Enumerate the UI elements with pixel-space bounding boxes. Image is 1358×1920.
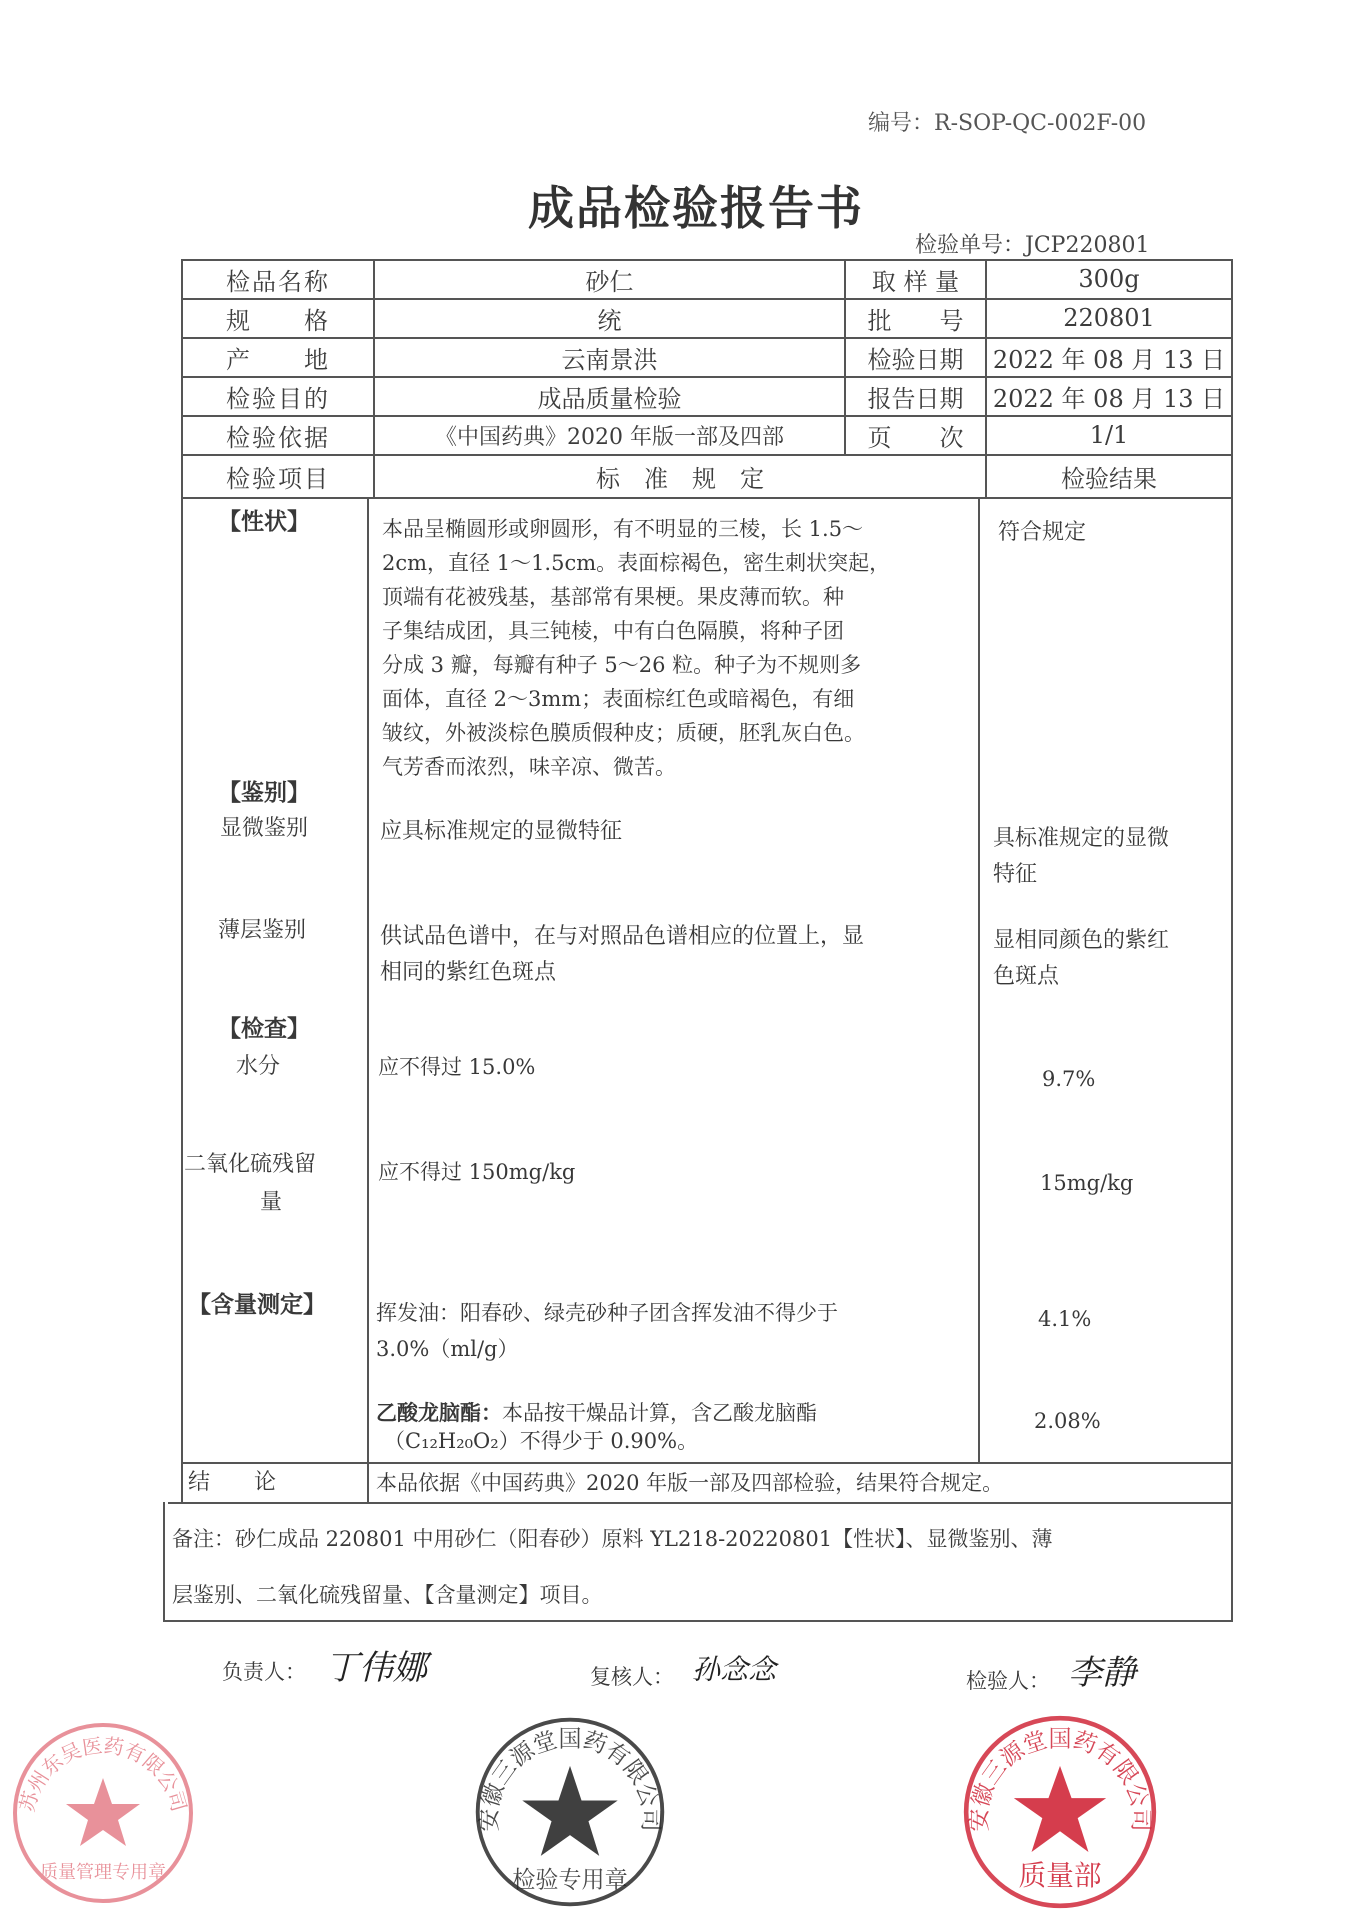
water-result: 9.7% [1042,1067,1096,1091]
tlc-result-line2: 色斑点 [993,964,1060,989]
microscopic-name: 显微鉴别 [220,816,309,841]
text-line: 分成 3 瓣，每瓣有种子 5～26 粒。种子为不规则多 [382,653,862,677]
section-assay: 【含量测定】 [188,1291,326,1318]
label-sample-name: 检品名称 [226,267,330,296]
text-line: 子集结成团，具三钝棱，中有白色隔膜，将种子团 [382,619,844,643]
text-line: 顶端有花被残基，基部常有果梗。果皮薄而软。种 [382,585,844,609]
value-batch-number: 220801 [1063,304,1155,332]
microscopic-result-line1: 具标准规定的显微 [993,826,1170,851]
tlc-standard-line2: 相同的紫红色斑点 [380,960,557,985]
value-sample-quantity: 300g [1078,265,1140,293]
value-specification: 统 [597,306,622,335]
remarks-line2: 层鉴别、二氧化硫残留量、【含量测定】项目。 [172,1583,603,1607]
so2-name-line2: 量 [260,1190,283,1215]
label-purpose: 检验目的 [226,384,330,413]
page-title: 成品检验报告书 [528,181,864,235]
label-sample-quantity: 取 样 量 [871,267,960,296]
value-inspection-date: 2022 年 08 月 13 日 [992,345,1226,374]
oil-standard-line1: 挥发油：阳春砂、绿壳砂种子团含挥发油不得少于 [376,1301,838,1325]
text-line: 气芳香而浓烈，味辛凉、微苦。 [382,755,676,779]
borneol-result: 2.08% [1034,1409,1101,1433]
responsible-signature: 丁伟娜 [325,1648,427,1688]
so2-name-line1: 二氧化硫残留 [184,1152,317,1177]
conclusion-label: 结 论 [188,1470,277,1495]
value-report-date: 2022 年 08 月 13 日 [992,384,1226,413]
text-line: 本品呈椭圆形或卵圆形，有不明显的三棱，长 1.5～ [382,517,864,541]
stamp-ring-text: 安徽三源堂国药有限公司 [966,1726,1154,1832]
text-line: 皱纹，外被淡棕色膜质假种皮；质硬，胚乳灰白色。 [382,721,865,745]
column-header-item: 检验项目 [226,464,330,493]
document-number: 编号：R-SOP-QC-002F-00 [868,111,1147,136]
report-number: 检验单号：JCP220801 [915,233,1150,258]
star-icon [1014,1766,1106,1852]
value-page: 1/1 [1089,421,1129,449]
stamp-center-text: 质量部 [1018,1859,1102,1893]
so2-standard: 应不得过 150mg/kg [378,1160,576,1184]
water-standard: 应不得过 15.0% [378,1055,536,1079]
borneol-standard-line2: （C₁₂H₂₀O₂）不得少于 0.90%。 [384,1429,699,1453]
stamp-ring-text: 苏州东吴医药有限公司 [14,1733,192,1815]
text-line: 2cm，直径 1～1.5cm。表面棕褐色，密生刺状突起， [382,551,891,575]
star-icon [522,1766,617,1856]
column-header-standard: 标 准 规 定 [596,464,764,493]
microscopic-result-line2: 特征 [993,862,1038,887]
water-name: 水分 [236,1054,281,1079]
label-basis: 检验依据 [226,423,330,452]
column-header-result: 检验结果 [1061,464,1157,493]
responsible-label: 负责人： [222,1660,306,1684]
value-purpose: 成品质量检验 [537,384,682,413]
inspector-signature: 李静 [1068,1653,1136,1693]
label-origin: 产 地 [226,345,330,374]
inspection-stamp [470,1712,670,1912]
value-sample-name: 砂仁 [585,267,634,296]
value-basis: 《中国药典》2020 年版一部及四部 [435,424,784,450]
customer-stamp [8,1718,198,1908]
reviewer-signature: 孙念念 [692,1653,777,1686]
star-icon [66,1778,140,1846]
label-inspection-date: 检验日期 [867,345,964,374]
stamp-ring-text: 安徽三源堂国药有限公司 [476,1726,664,1832]
label-specification: 规 格 [226,306,330,335]
value-origin: 云南景洪 [561,345,658,374]
remarks-line1: 备注：砂仁成品 220801 中用砂仁（阳春砂）原料 YL218-20220801【性状】、显微鉴别、薄 [172,1527,1053,1551]
tlc-result-line1: 显相同颜色的紫红 [993,928,1170,953]
tlc-name: 薄层鉴别 [218,918,307,943]
tlc-standard-line1: 供试品色谱中，在与对照品色谱相应的位置上，显 [380,924,865,949]
label-batch-number: 批 号 [867,306,964,335]
quality-stamp [960,1712,1160,1912]
section-appearance: 【性状】 [218,508,310,535]
borneol-standard-rest: 本品按干燥品计算，含乙酸龙脑酯 [502,1401,817,1425]
text-line: 面体，直径 2～3mm；表面棕红色或暗褐色，有细 [382,687,855,711]
section-identification: 【鉴别】 [218,779,310,806]
stamp-center-text: 质量管理专用章 [40,1862,166,1883]
label-report-date: 报告日期 [867,384,964,413]
oil-standard-line2: 3.0%（ml/g） [376,1337,519,1361]
section-inspection: 【检查】 [218,1015,310,1042]
label-page: 页 次 [867,423,964,452]
stamp-center-text: 检验专用章 [512,1867,628,1894]
oil-result: 4.1% [1038,1307,1092,1331]
reviewer-label: 复核人： [590,1665,674,1689]
appearance-result: 符合规定 [998,520,1087,545]
microscopic-standard: 应具标准规定的显微特征 [380,819,623,844]
conclusion-text: 本品依据《中国药典》2020 年版一部及四部检验，结果符合规定。 [376,1471,1004,1495]
borneol-name: 乙酸龙脑酯： [376,1400,502,1425]
so2-result: 15mg/kg [1040,1171,1134,1195]
inspector-label: 检验人： [966,1669,1050,1693]
